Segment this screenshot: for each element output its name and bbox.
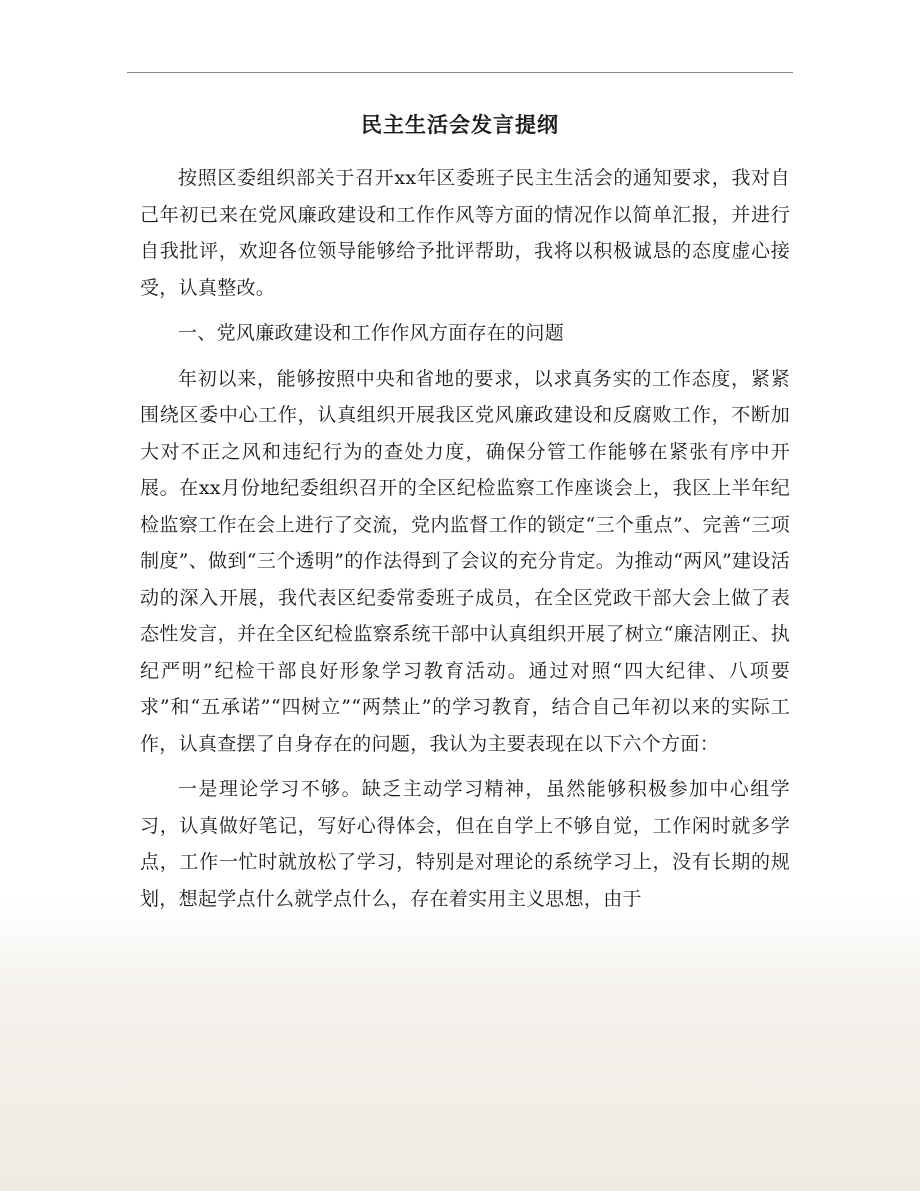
header-rule (127, 72, 793, 73)
paragraph-overview: 年初以来，能够按照中央和省地的要求，以求真务实的工作态度，紧紧围绕区委中心工作，认真组织开展我区党风廉政建设和反腐败工作，不断加大对不正之风和违纪行为的查处力度，确保分管工作能够在紧张有序中开展。在xx月份地纪委组织召开的全区纪检监察工作座谈会上，我区上半年纪检监察工作在会上进行了交流，党内监督工作的锁定“三个重点”、完善“三项制度”、做到“三个透明”的作法得到了会议的充分肯定。为推动“两风”建设活动的深入开展，我代表区纪委常委班子成员，在全区党政干部大会上做了表态性发言，并在全区纪检监察系统干部中认真组织开展了树立“廉洁刚正、执纪严明”纪检干部良好形象学习教育活动。通过对照“四大纪律、八项要求”和“五承诺”“四树立”“两禁止”的学习教育，结合自己年初以来的实际工作，认真查摆了自身存在的问题，我认为主要表现在以下六个方面： (140, 367, 790, 755)
paragraph-intro: 按照区委组织部关于召开xx年区委班子民主生活会的通知要求，我对自己年初已来在党风廉政建设和工作作风等方面的情况作以简单汇报，并进行自我批评，欢迎各位领导能够给予批评帮助，我将以积极诚恳的态度虚心接受，认真整改。 (140, 167, 790, 299)
page-title: 民主生活会发言提纲 (361, 112, 559, 137)
paragraph-point-one: 一是理论学习不够。缺乏主动学习精神，虽然能够积极参加中心组学习，认真做好笔记，写好心得体会，但在自学上不够自觉，工作闲时就多学点，工作一忙时就放松了学习，特别是对理论的系统学习上，没有长期的规划，想起学点什么就学点什么，存在着实用主义思想，由于 (140, 778, 790, 910)
document-body (140, 160, 790, 917)
section-heading: 一、党风廉政建设和工作作风方面存在的问题 (178, 322, 565, 344)
